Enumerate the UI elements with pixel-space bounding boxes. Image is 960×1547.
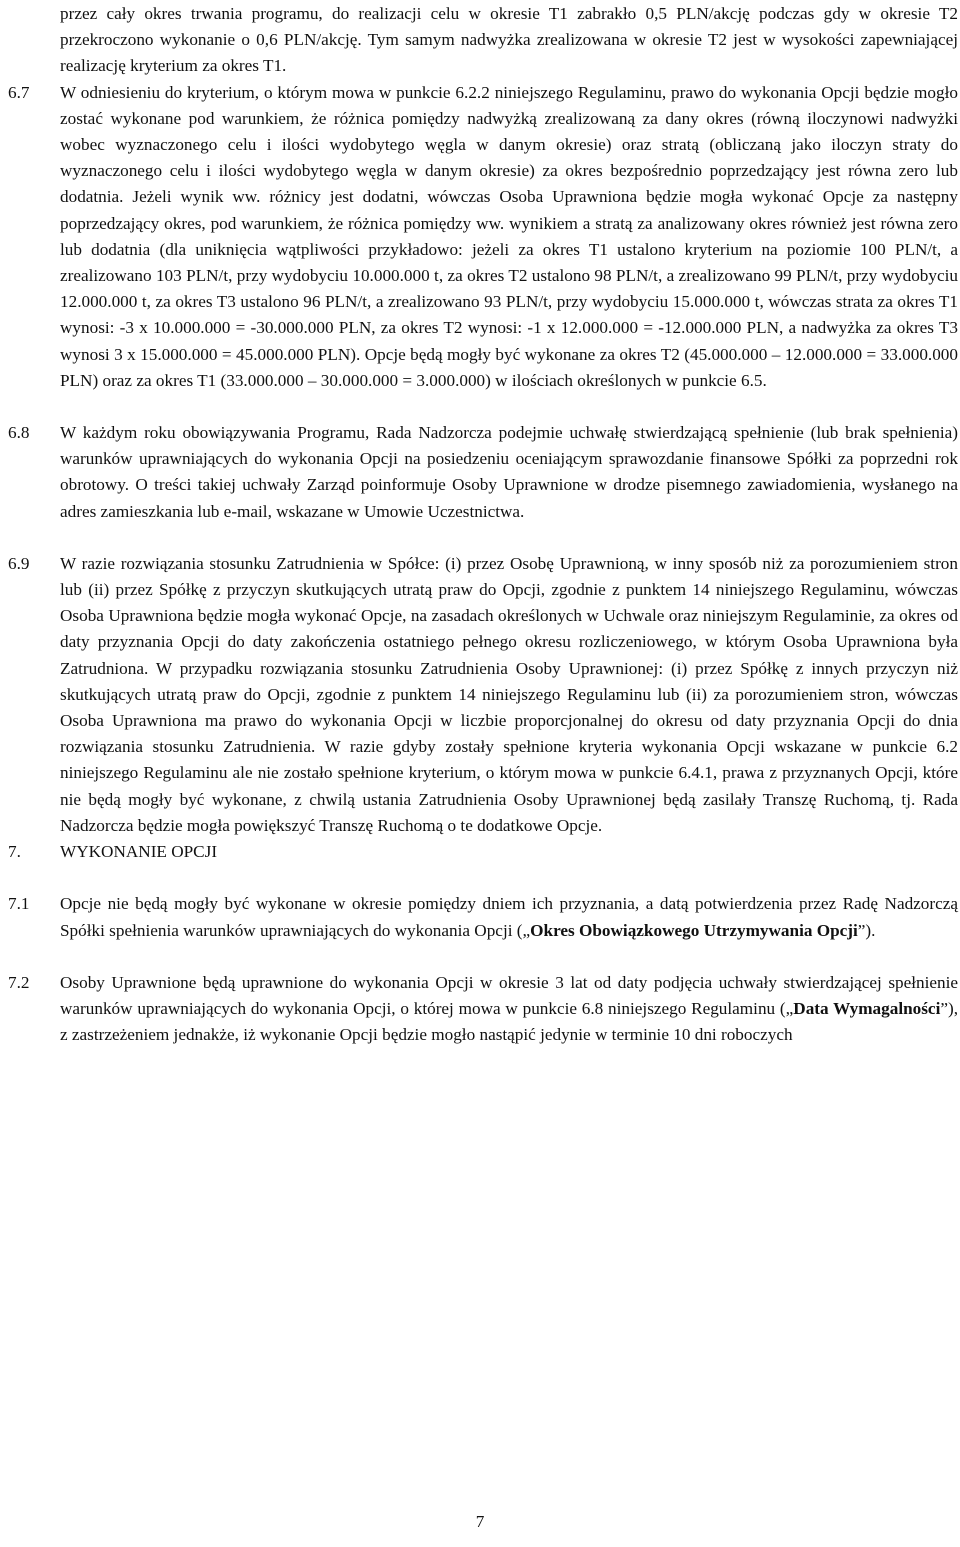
paragraph-text-end: ”), z zastrzeżeniem jednakże, iż wykonanie Opcji będzie mogło nastąpić jedynie w terminie 10 dni roboczych [60, 998, 958, 1045]
defined-term: Data Wymagalności [793, 998, 941, 1018]
section-title: WYKONANIE OPCJI [60, 842, 218, 862]
paragraph-6-9 [8, 551, 958, 839]
paragraph-continuation: przez cały okres trwania programu, do realizacji celu w okresie T1 zabrakło 0,5 PLN/akcję podczas gdy w okresie T2 przekroczono wykonanie o 0,6 PLN/akcję. Tym samym nadwyżka zrealizowana w okresie T2 jest w wysokości zapewniającej realizację kryterium za okres T1. [60, 4, 958, 76]
paragraph-number: 6.8 [8, 423, 30, 443]
paragraph-number: 6.7 [8, 82, 30, 102]
defined-term: Okres Obowiązkowego Utrzymywania Opcji [530, 920, 858, 940]
paragraph-6-8 [8, 420, 958, 525]
paragraph-text: W odniesieniu do kryterium, o którym mowa w punkcie 6.2.2 niniejszego Regulaminu, prawo do wykonania Opcji będzie mogło zostać wykonane pod warunkiem, że różnica pomiędzy nadwyżką zrealizowaną za dany okres (równą iloczynowi nadwyżki wobec wyznaczonego celu i ilości wydobytego węgla w danym okresie) oraz stratą (obliczaną jako iloczyn straty do wyznaczonego celu i ilości wydobytego węgla w danym okresie) za okres bezpośrednio poprzedzający jest równa zero lub dodatnia. Jeżeli wynik ww. różnicy jest dodatni, wówczas Osoba Uprawniona będzie mogła wykonać Opcje za następny poprzedzający okres, pod warunkiem, że różnica pomiędzy ww. wynikiem a stratą za analizowany okres również jest równa zero lub dodatnia (dla uniknięcia wątpliwości przykładowo: jeżeli za okres T1 ustalono kryterium na poziomie 100 PLN/t, a zrealizowano 103 PLN/t, przy wydobyciu 10.000.000 t, za okres T2 ustalono 98 PLN/t, a zrealizowano 99 PLN/t, przy wydobyciu 12.000.000 t, za okres T3 ustalono 96 PLN/t, a zrealizowano 93 PLN/t, przy wydobyciu 15.000.000 t, wówczas strata za okres T1 wynosi: -3 x 10.000.000 = -30.000.000 PLN, za okres T2 wynosi: -1 x 12.000.000 = -12.000.000 PLN, a nadwyżka za okres T3 wynosi 3 x 15.000.000 = 45.000.000 PLN). Opcje będą mogły być wykonane za okres T2 (45.000.000 – 12.000.000 = 33.000.000 PLN) oraz za okres T1 (33.000.000 – 30.000.000 = 3.000.000) w ilościach określonych w punkcie 6.5. [60, 82, 958, 390]
paragraph-7-1 [8, 891, 958, 943]
paragraph-7-2 [8, 970, 958, 1049]
page-number: 7 [475, 1512, 485, 1531]
paragraph-number: 7.1 [8, 894, 30, 914]
section-heading-7 [8, 839, 958, 865]
paragraph-text-end: ”). [857, 920, 876, 940]
paragraph-text: W razie rozwiązania stosunku Zatrudnienia w Spółce: (i) przez Osobę Uprawnioną, w inny sposób niż za porozumieniem stron lub (ii) przez Spółkę z przyczyn skutkujących utratą praw do Opcji, zgodnie z punktem 14 niniejszego Regulaminu, wówczas Osoba Uprawniona będzie mogła wykonać Opcje, na zasadach określonych w Uchwale oraz niniejszym Regulaminie, za okres od daty przyznania Opcji do daty zakończenia ostatniego pełnego okresu rozliczeniowego, w którym Osoba Uprawniona była Zatrudniona. W przypadku rozwiązania stosunku Zatrudnienia Osoby Uprawnionej: (i) przez Spółkę z innych przyczyn niż skutkujących utratą praw do Opcji, zgodnie z punktem 14 niniejszego Regulaminu lub (ii) za porozumieniem stron, wówczas Osoba Uprawniona ma prawo do wykonania Opcji w liczbie proporcjonalnej do okresu od daty przyznania Opcji do dnia rozwiązania stosunku Zatrudnienia. W razie gdyby zostały spełnione kryteria wykonania Opcji wskazane w punkcie 6.2 niniejszego Regulaminu ale nie zostało spełnione kryterium, o którym mowa w punkcie 6.4.1, prawa z przyznanych Opcji, które nie będą mogły być wykonane, z chwilą ustania Zatrudnienia Osoby Uprawnionej będą zasilały Transzę Ruchomą, tj. Rada Nadzorcza będzie mogła powiększyć Transzę Ruchomą o te dodatkowe Opcje. [60, 553, 958, 835]
paragraph-number: 6.9 [8, 553, 30, 573]
section-number: 7. [8, 842, 21, 862]
paragraph-number: 7.2 [8, 972, 30, 992]
document-body [8, 1, 958, 1048]
paragraph-text-start: Osoby Uprawnione będą uprawnione do wykonania Opcji w okresie 3 lat od daty podjęcia uchwały stwierdzającej spełnienie warunków uprawniających do wykonania Opcji, o której mowa w punkcie 6.8 niniejszego Regulaminu („ [60, 972, 958, 1018]
paragraph-6-7 [8, 80, 958, 394]
paragraph-text: W każdym roku obowiązywania Programu, Rada Nadzorcza podejmie uchwałę stwierdzającą spełnienie (lub brak spełnienia) warunków uprawniających do wykonania Opcji na posiedzeniu oceniającym sprawozdanie finansowe Spółki za poprzedni rok obrotowy. O treści takiej uchwały Zarząd poinformuje Osoby Uprawnione w drodze pisemnego zawiadomienia, wysłanego na adres zamieszkania lub e-mail, wskazane w Umowie Uczestnictwa. [60, 423, 958, 521]
paragraph-text-start: Opcje nie będą mogły być wykonane w okresie pomiędzy dniem ich przyznania, a datą potwierdzenia przez Radę Nadzorczą Spółki spełnienia warunków uprawniających do wykonania Opcji („ [60, 894, 958, 940]
